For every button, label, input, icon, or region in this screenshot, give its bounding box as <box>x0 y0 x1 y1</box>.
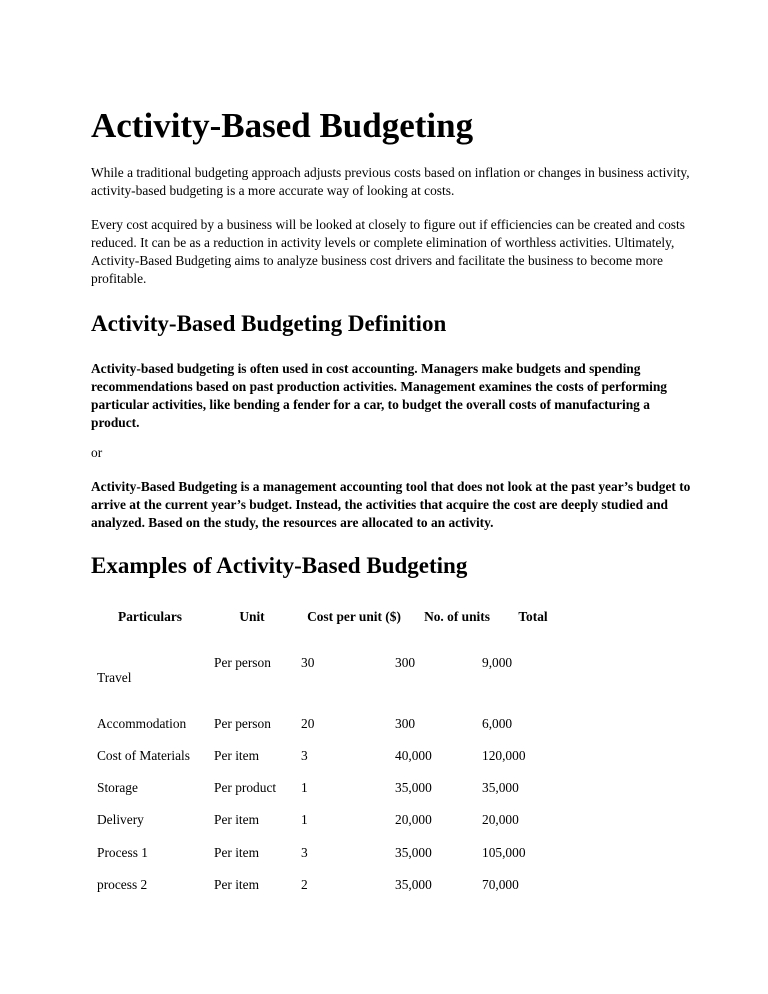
row-particular: Process 1 <box>97 845 148 860</box>
row-unit: Per item <box>214 812 259 827</box>
row-unit: Per item <box>214 845 259 860</box>
row-no-of-units: 300 <box>395 716 416 731</box>
row-unit: Per person <box>214 655 271 670</box>
row-unit: Per product <box>214 780 277 795</box>
table-header-unit: Unit <box>239 609 265 624</box>
definition-paragraph-2: Activity-Based Budgeting is a management accounting tool that does not look at the past year’s budget to arrive at the current year’s budget. Instead, the activities that acquire the cost are deeply studied and analyzed. Based on the study, the resources are allocated to an activity. <box>91 479 691 530</box>
page-title: Activity-Based Budgeting <box>91 106 474 145</box>
table-header-cost-per-unit: Cost per unit ($) <box>307 609 401 624</box>
intro-paragraph-1: While a traditional budgeting approach adjusts previous costs based on inflation or changes in business activity, activity-based budgeting is a more accurate way of looking at costs. <box>91 165 690 198</box>
row-no-of-units: 35,000 <box>395 877 432 892</box>
row-total: 20,000 <box>482 812 519 827</box>
row-cost-per-unit: 1 <box>301 780 308 795</box>
intro-paragraph-2: Every cost acquired by a business will be looked at closely to figure out if efficiencies can be created and costs reduced. It can be as a reduction in activity levels or complete elimination of worthless activities. Ultimately, Activity-Based Budgeting aims to analyze business cost drivers and facilitate the business to become more profitable. <box>91 217 685 286</box>
row-no-of-units: 300 <box>395 655 416 670</box>
examples-heading: Examples of Activity-Based Budgeting <box>91 553 468 578</box>
row-unit: Per person <box>214 716 271 731</box>
row-particular: Cost of Materials <box>97 748 190 763</box>
row-particular: process 2 <box>97 877 148 892</box>
definition-heading: Activity-Based Budgeting Definition <box>91 311 447 336</box>
row-cost-per-unit: 3 <box>301 748 308 763</box>
row-unit: Per item <box>214 877 259 892</box>
row-cost-per-unit: 2 <box>301 877 308 892</box>
row-no-of-units: 20,000 <box>395 812 432 827</box>
row-no-of-units: 35,000 <box>395 780 432 795</box>
table-header-total: Total <box>518 609 548 624</box>
row-total: 9,000 <box>482 655 513 670</box>
definition-or: or <box>91 445 103 460</box>
row-no-of-units: 40,000 <box>395 748 432 763</box>
table-header-particulars: Particulars <box>118 609 182 624</box>
row-particular: Accommodation <box>97 716 187 731</box>
row-unit: Per item <box>214 748 259 763</box>
row-cost-per-unit: 3 <box>301 845 308 860</box>
definition-paragraph-1: Activity-based budgeting is often used in cost accounting. Managers make budgets and spending recommendations based on past production activities. Management examines the costs of performing particular activities, like bending a fender for a car, to budget the overall costs of manufacturing a product. <box>91 361 668 430</box>
row-particular: Storage <box>97 780 138 795</box>
row-cost-per-unit: 30 <box>301 655 315 670</box>
row-total: 120,000 <box>482 748 526 763</box>
row-no-of-units: 35,000 <box>395 845 432 860</box>
row-total: 35,000 <box>482 780 519 795</box>
row-particular: Travel <box>97 670 132 685</box>
row-total: 70,000 <box>482 877 519 892</box>
row-cost-per-unit: 1 <box>301 812 308 827</box>
row-cost-per-unit: 20 <box>301 716 315 731</box>
row-total: 105,000 <box>482 845 526 860</box>
table-header-no-of-units: No. of units <box>424 609 490 624</box>
row-particular: Delivery <box>97 812 144 827</box>
row-total: 6,000 <box>482 716 513 731</box>
